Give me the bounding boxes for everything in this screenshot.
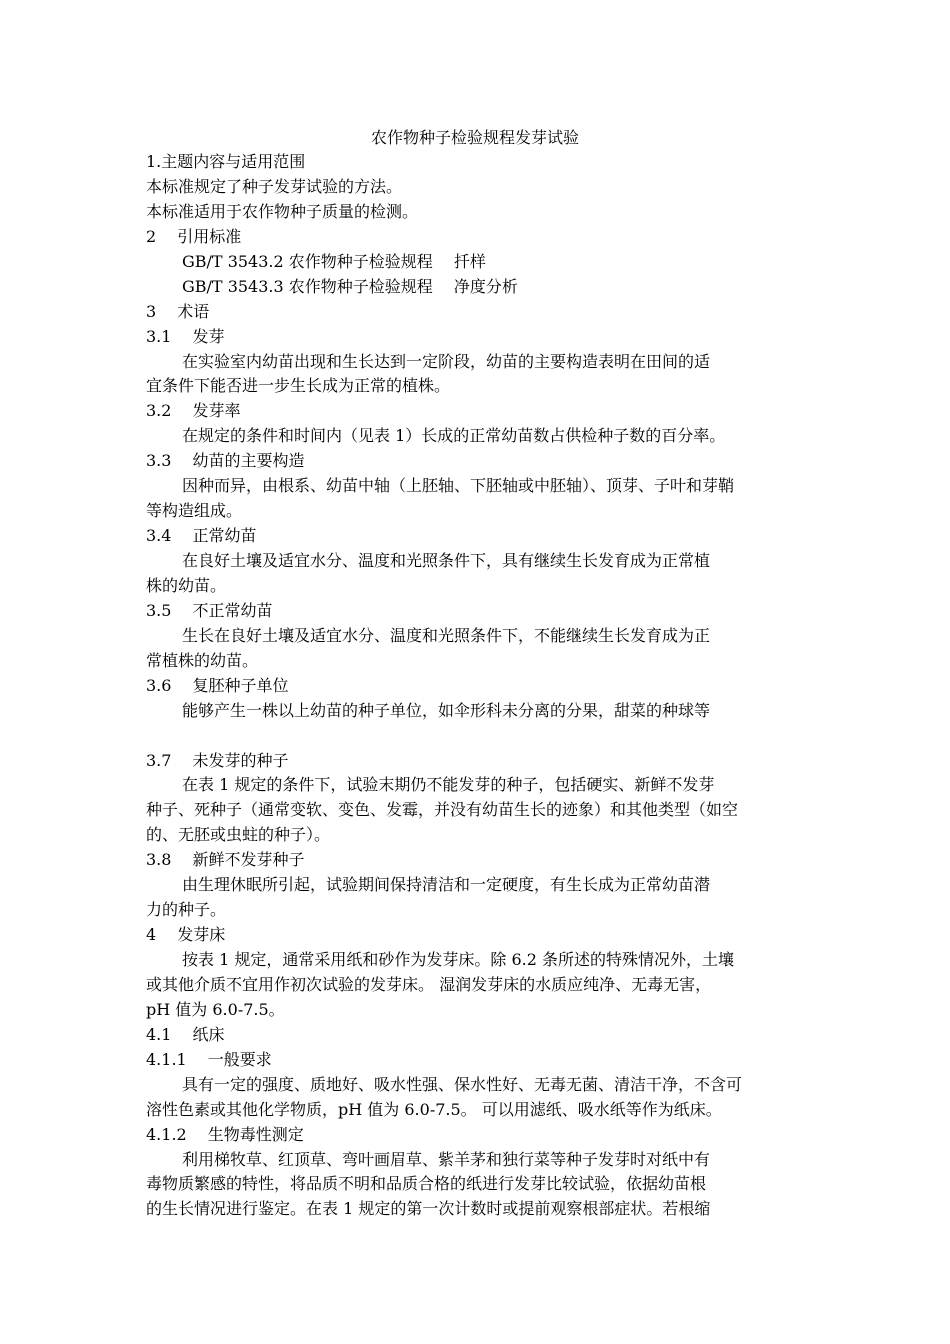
paragraph-line: 的生长情况进行鉴定。在表 1 规定的第一次计数时或提前观察根部症状。若根缩 [146,1199,711,1219]
paragraph-line: 或其他介质不宜用作初次试验的发芽床。 湿润发芽床的水质应纯净、无毒无害， [146,974,712,994]
subsection-heading: 3.1 发芽 [146,326,225,346]
paragraph-line: 在规定的条件和时间内（见表 1）长成的正常幼苗数占供检种子数的百分率。 [182,426,726,446]
subsection-heading: 4.1 纸床 [146,1024,225,1044]
paragraph-line: 毒物质繁感的特性，将品质不明和品质合格的纸进行发芽比较试验，依据幼苗根 [146,1174,707,1194]
subsection-heading: 3.6 复胚种子单位 [146,675,289,695]
paragraph-line: 在表 1 规定的条件下，试验末期仍不能发芽的种子，包括硬实、新鲜不发芽 [182,775,715,795]
paragraph-line: 因种而异，由根系、幼苗中轴（上胚轴、下胚轴或中胚轴）、顶芽、子叶和芽鞘 [182,476,735,496]
reference-item: GB/T 3543.2 农作物种子检验规程 扦样 [182,251,486,271]
paragraph-line: 的、无胚或虫蛀的种子）。 [146,825,331,845]
paragraph-line: 在良好土壤及适宜水分、温度和光照条件下，具有继续生长发育成为正常植 [182,551,711,570]
paragraph-line: 在实验室内幼苗出现和生长达到一定阶段，幼苗的主要构造表明在田间的适 [182,351,711,371]
paragraph-line: 利用梯牧草、红顶草、弯叶画眉草、紫羊茅和独行菜等种子发芽时对纸中有 [182,1149,711,1169]
paragraph-line: 等构造组成。 [146,501,243,521]
subsection-heading: 4.1.2 生物毒性测定 [146,1124,304,1144]
subsection-heading: 4.1.1 一般要求 [146,1049,272,1069]
paragraph-line: pH 值为 6.0-7.5。 [146,999,285,1019]
paragraph-line: 力的种子。 [146,900,227,920]
paragraph-line: 溶性色素或其他化学物质，pH 值为 6.0-7.5。 可以用滤纸、吸水纸等作为纸床。 [146,1099,722,1119]
paragraph-line: 株的幼苗。 [146,575,227,595]
document-title: 农作物种子检验规程发芽试验 [370,128,579,147]
subsection-heading: 3.8 新鲜不发芽种子 [146,850,305,870]
paragraph-line: 宜条件下能否进一步生长成为正常的植株。 [146,376,451,396]
section-1-heading: 1.主题内容与适用范围 [146,152,306,171]
paragraph-line: 由生理休眠所引起，试验期间保持清洁和一定硬度，有生长成为正常幼苗潜 [182,875,711,895]
subsection-heading: 3.4 正常幼苗 [146,526,257,546]
document-body [146,150,806,1222]
section-4-heading: 4 发芽床 [146,925,226,945]
paragraph-line: 种子、死种子（通常变软、变色、发霉，并没有幼苗生长的迹象）和其他类型（如空 [146,800,739,820]
paragraph-line: 本标准适用于农作物种子质量的检测。 [146,201,419,221]
paragraph-line: 本标准规定了种子发芽试验的方法。 [146,176,403,196]
subsection-heading: 3.5 不正常幼苗 [146,600,273,620]
paragraph-line: 具有一定的强度、质地好、吸水性强、保水性好、无毒无菌、清洁干净，不含可 [182,1074,743,1094]
blank-line [146,724,806,749]
paragraph-line: 常植株的幼苗。 [146,650,259,670]
paragraph-line: 按表 1 规定，通常采用纸和砂作为发芽床。除 6.2 条所述的特殊情况外，土壤 [182,950,734,969]
section-2-heading: 2 引用标准 [146,226,242,246]
paragraph-line: 能够产生一株以上幼苗的种子单位，如伞形科未分离的分果，甜菜的种球等 [182,700,711,720]
subsection-heading: 3.7 未发芽的种子 [146,750,289,770]
reference-item: GB/T 3543.3 农作物种子检验规程 净度分析 [182,276,518,296]
subsection-heading: 3.3 幼苗的主要构造 [146,451,305,471]
paragraph-line: 生长在良好土壤及适宜水分、温度和光照条件下，不能继续生长发育成为正 [182,625,711,645]
section-3-heading: 3 术语 [146,301,210,321]
subsection-heading: 3.2 发芽率 [146,401,241,421]
